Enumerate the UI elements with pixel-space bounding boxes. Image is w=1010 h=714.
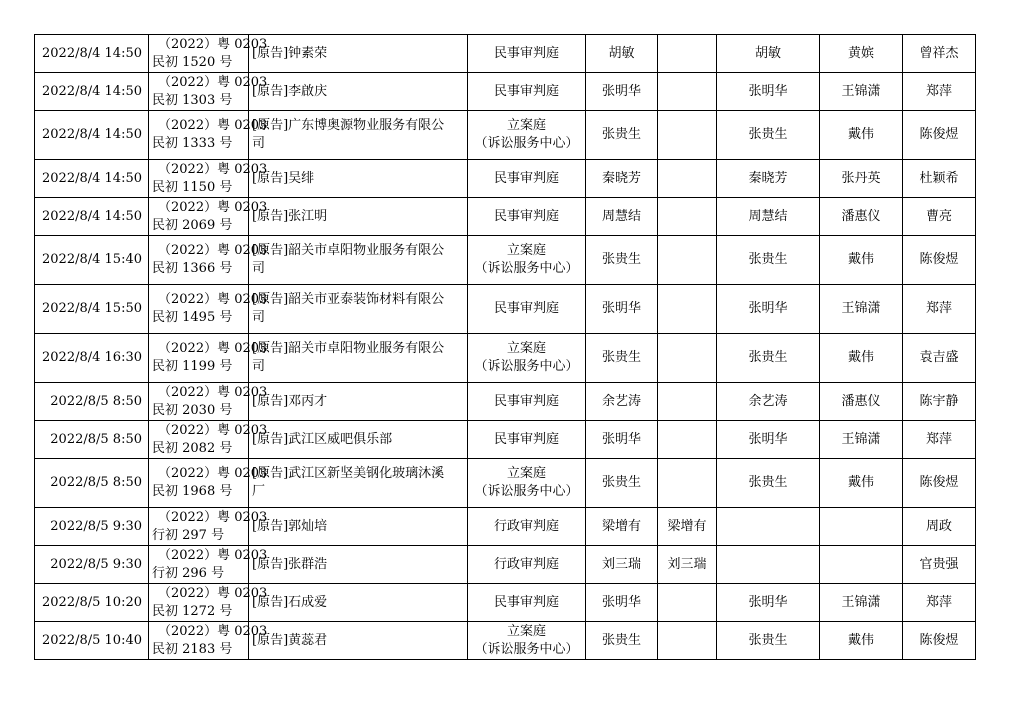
tribunal-line: （诉讼服务中心） <box>474 484 579 499</box>
case-number-line1: （2022）粤 0203 <box>158 547 268 563</box>
party-line: [原告]广东博奥源物业服务有限公 <box>252 118 445 133</box>
clerk: 曾祥杰 <box>903 35 976 73</box>
hearing-time: 2022/8/5 10:40 <box>35 622 149 660</box>
presiding-judge: 张明华 <box>586 421 658 459</box>
juror: 王锦潇 <box>820 73 903 111</box>
tribunal-line: （诉讼服务中心） <box>474 261 579 276</box>
tribunal <box>468 236 586 285</box>
party-name <box>249 160 468 198</box>
case-number-line1: （2022）粤 0203 <box>158 36 268 52</box>
clerk: 曹亮 <box>903 198 976 236</box>
juror: 戴伟 <box>820 334 903 383</box>
table-row <box>35 421 976 459</box>
clerk: 袁吉盛 <box>903 334 976 383</box>
table-row <box>35 73 976 111</box>
case-number <box>149 236 268 285</box>
juror: 张丹英 <box>820 160 903 198</box>
tribunal-line: 立案庭 <box>506 341 546 356</box>
tribunal-line: 民事审判庭 <box>493 431 559 447</box>
case-number-line1: （2022）粤 0203 <box>158 118 268 133</box>
presiding-judge: 梁增有 <box>586 508 658 546</box>
presiding-judge: 刘三瑞 <box>586 546 658 584</box>
presiding-judge: 张明华 <box>586 285 658 334</box>
hearing-schedule-table <box>34 34 976 660</box>
party-line: [原告]武江区新坚美钢化玻璃沐溪 <box>252 466 445 481</box>
hearing-time: 2022/8/4 15:40 <box>35 236 149 285</box>
case-number <box>149 584 268 622</box>
judge-col2: 刘三瑞 <box>658 546 717 584</box>
case-number <box>149 508 268 546</box>
presiding-judge: 张明华 <box>586 73 658 111</box>
tribunal <box>468 584 586 622</box>
judge-col3: 张贵生 <box>717 236 820 285</box>
case-number-line1: （2022）粤 0203 <box>158 74 268 90</box>
presiding-judge: 张贵生 <box>586 236 658 285</box>
juror: 潘惠仪 <box>820 198 903 236</box>
judge-col3: 张明华 <box>717 73 820 111</box>
tribunal-line: 民事审判庭 <box>493 393 559 409</box>
table-row <box>35 622 976 660</box>
hearing-time: 2022/8/5 8:50 <box>35 383 149 421</box>
clerk: 杜颖希 <box>903 160 976 198</box>
hearing-time: 2022/8/5 9:30 <box>35 546 149 584</box>
judge-col3 <box>717 546 820 584</box>
judge-col3: 张明华 <box>717 584 820 622</box>
judge-col3: 张贵生 <box>717 459 820 508</box>
clerk: 官贵强 <box>903 546 976 584</box>
hearing-time: 2022/8/4 15:50 <box>35 285 149 334</box>
table-row <box>35 546 976 584</box>
case-number <box>149 285 268 334</box>
juror: 王锦潇 <box>820 421 903 459</box>
party-line: 厂 <box>252 484 266 499</box>
juror: 王锦潇 <box>820 584 903 622</box>
party-line: 司 <box>252 261 266 276</box>
tribunal-line: 民事审判庭 <box>493 301 559 316</box>
hearing-time: 2022/8/4 14:50 <box>35 111 149 160</box>
tribunal-line: 行政审判庭 <box>493 518 559 534</box>
case-number-line1: （2022）粤 0203 <box>158 199 268 215</box>
case-number-line2: 行初 297 号 <box>152 527 225 543</box>
tribunal <box>468 73 586 111</box>
party-name <box>249 334 468 383</box>
party-name <box>249 584 468 622</box>
case-number-line1: （2022）粤 0203 <box>158 341 268 356</box>
clerk: 郑萍 <box>903 73 976 111</box>
judge-col3: 秦晓芳 <box>717 160 820 198</box>
tribunal-line: 民事审判庭 <box>493 45 559 61</box>
case-number-line1: （2022）粤 0203 <box>158 422 268 438</box>
case-number-line2: 民初 1199 号 <box>152 359 233 374</box>
judge-col3 <box>717 508 820 546</box>
tribunal-line: 立案庭 <box>506 466 546 481</box>
judge-col2: 梁增有 <box>658 508 717 546</box>
table-row <box>35 160 976 198</box>
presiding-judge: 张贵生 <box>586 622 658 660</box>
table-row <box>35 198 976 236</box>
tribunal <box>468 459 586 508</box>
tribunal <box>468 160 586 198</box>
case-number-line1: （2022）粤 0203 <box>158 509 268 525</box>
party-name <box>249 236 468 285</box>
judge-col2 <box>658 584 717 622</box>
case-number <box>149 35 268 73</box>
hearing-time: 2022/8/5 10:20 <box>35 584 149 622</box>
table-row <box>35 459 976 508</box>
party-name <box>249 198 468 236</box>
case-number-line2: 民初 1272 号 <box>152 603 233 619</box>
case-number-line1: （2022）粤 0203 <box>158 623 268 639</box>
tribunal-line: 立案庭 <box>506 243 546 258</box>
clerk: 陈俊煜 <box>903 459 976 508</box>
tribunal-line: 民事审判庭 <box>493 594 559 610</box>
case-number-line2: 民初 1968 号 <box>152 484 233 499</box>
case-number-line2: 民初 2069 号 <box>152 217 233 233</box>
judge-col3: 张贵生 <box>717 334 820 383</box>
clerk: 陈俊煜 <box>903 622 976 660</box>
tribunal <box>468 111 586 160</box>
tribunal <box>468 421 586 459</box>
judge-col2 <box>658 160 717 198</box>
tribunal <box>468 334 586 383</box>
hearing-time: 2022/8/5 9:30 <box>35 508 149 546</box>
case-number-line2: 民初 2183 号 <box>152 641 233 657</box>
party-name <box>249 546 468 584</box>
judge-col3: 周慧结 <box>717 198 820 236</box>
presiding-judge: 张贵生 <box>586 459 658 508</box>
case-number-line2: 民初 1366 号 <box>152 261 233 276</box>
party-name <box>249 35 468 73</box>
party-line: [原告]吴绯 <box>252 170 315 186</box>
party-name <box>249 73 468 111</box>
party-name <box>249 285 468 334</box>
case-number <box>149 160 268 198</box>
party-line: [原告]李啟庆 <box>252 83 328 99</box>
tribunal-line: （诉讼服务中心） <box>474 641 579 657</box>
clerk: 郑萍 <box>903 285 976 334</box>
hearing-time: 2022/8/4 14:50 <box>35 160 149 198</box>
clerk: 郑萍 <box>903 584 976 622</box>
judge-col2 <box>658 111 717 160</box>
case-number <box>149 383 268 421</box>
presiding-judge: 胡敏 <box>586 35 658 73</box>
case-number <box>149 334 268 383</box>
tribunal-line: 立案庭 <box>506 118 546 133</box>
judge-col2 <box>658 35 717 73</box>
case-number <box>149 622 268 660</box>
hearing-time: 2022/8/4 14:50 <box>35 198 149 236</box>
tribunal <box>468 622 586 660</box>
presiding-judge: 张贵生 <box>586 111 658 160</box>
party-line: 司 <box>252 310 266 325</box>
party-line: [原告]黄蕊君 <box>252 632 328 648</box>
party-line: [原告]钟素荣 <box>252 45 328 61</box>
juror: 戴伟 <box>820 459 903 508</box>
table-row <box>35 236 976 285</box>
presiding-judge: 秦晓芳 <box>586 160 658 198</box>
judge-col2 <box>658 421 717 459</box>
party-name <box>249 383 468 421</box>
judge-col3: 张明华 <box>717 421 820 459</box>
case-number-line1: （2022）粤 0203 <box>158 466 268 481</box>
table-row <box>35 334 976 383</box>
judge-col2 <box>658 236 717 285</box>
judge-col3: 余艺涛 <box>717 383 820 421</box>
tribunal-line: 行政审判庭 <box>493 556 559 572</box>
clerk: 郑萍 <box>903 421 976 459</box>
party-line: 司 <box>252 359 266 374</box>
party-line: [原告]武江区威吧俱乐部 <box>252 431 393 447</box>
juror: 戴伟 <box>820 111 903 160</box>
judge-col3: 张贵生 <box>717 622 820 660</box>
party-line: 司 <box>252 136 266 151</box>
tribunal-line: （诉讼服务中心） <box>474 136 579 151</box>
case-number <box>149 459 268 508</box>
tribunal-line: 民事审判庭 <box>493 170 559 186</box>
hearing-time: 2022/8/4 16:30 <box>35 334 149 383</box>
table-row <box>35 111 976 160</box>
juror <box>820 546 903 584</box>
table-row <box>35 584 976 622</box>
judge-col2 <box>658 285 717 334</box>
hearing-time: 2022/8/4 14:50 <box>35 35 149 73</box>
case-number <box>149 546 268 584</box>
case-number-line1: （2022）粤 0203 <box>158 384 268 400</box>
presiding-judge: 余艺涛 <box>586 383 658 421</box>
hearing-time: 2022/8/5 8:50 <box>35 421 149 459</box>
case-number-line2: 民初 1495 号 <box>152 310 233 325</box>
clerk: 周政 <box>903 508 976 546</box>
juror: 潘惠仪 <box>820 383 903 421</box>
tribunal <box>468 35 586 73</box>
table-row <box>35 383 976 421</box>
clerk: 陈俊煜 <box>903 236 976 285</box>
hearing-time: 2022/8/4 14:50 <box>35 73 149 111</box>
case-number <box>149 73 268 111</box>
case-number-line1: （2022）粤 0203 <box>158 585 268 601</box>
tribunal <box>468 383 586 421</box>
party-line: [原告]郭灿培 <box>252 518 328 534</box>
tribunal-line: （诉讼服务中心） <box>474 359 579 374</box>
table-row <box>35 35 976 73</box>
party-name <box>249 508 468 546</box>
case-number-line1: （2022）粤 0203 <box>158 161 268 177</box>
case-number-line1: （2022）粤 0203 <box>158 243 268 258</box>
presiding-judge: 周慧结 <box>586 198 658 236</box>
party-line: [原告]韶关市亚泰装饰材料有限公 <box>252 292 445 307</box>
table-row <box>35 508 976 546</box>
party-line: [原告]石成爱 <box>252 594 328 610</box>
judge-col3: 张贵生 <box>717 111 820 160</box>
tribunal-line: 民事审判庭 <box>493 208 559 224</box>
case-number-line2: 民初 1333 号 <box>152 136 233 151</box>
party-line: [原告]韶关市卓阳物业服务有限公 <box>252 243 445 258</box>
hearing-time: 2022/8/5 8:50 <box>35 459 149 508</box>
case-number <box>149 421 268 459</box>
case-number-line2: 民初 1520 号 <box>152 54 233 70</box>
case-number-line2: 民初 2082 号 <box>152 440 233 456</box>
case-number-line2: 民初 1303 号 <box>152 92 233 108</box>
case-number-line2: 民初 1150 号 <box>152 179 233 195</box>
case-number-line1: （2022）粤 0203 <box>158 292 268 307</box>
judge-col2 <box>658 198 717 236</box>
judge-col2 <box>658 622 717 660</box>
tribunal-line: 民事审判庭 <box>493 83 559 99</box>
party-name <box>249 622 468 660</box>
party-name <box>249 459 468 508</box>
presiding-judge: 张明华 <box>586 584 658 622</box>
case-number <box>149 198 268 236</box>
case-number-line2: 行初 296 号 <box>152 565 225 581</box>
party-line: [原告]张江明 <box>252 208 328 224</box>
juror: 戴伟 <box>820 236 903 285</box>
tribunal <box>468 285 586 334</box>
clerk: 陈俊煜 <box>903 111 976 160</box>
judge-col2 <box>658 383 717 421</box>
table-row <box>35 285 976 334</box>
judge-col2 <box>658 73 717 111</box>
tribunal <box>468 508 586 546</box>
party-line: [原告]韶关市卓阳物业服务有限公 <box>252 341 445 356</box>
juror: 王锦潇 <box>820 285 903 334</box>
judge-col3: 张明华 <box>717 285 820 334</box>
judge-col2 <box>658 459 717 508</box>
clerk: 陈宇静 <box>903 383 976 421</box>
party-name <box>249 111 468 160</box>
juror: 戴伟 <box>820 622 903 660</box>
judge-col3: 胡敏 <box>717 35 820 73</box>
party-line: [原告]邓丙才 <box>252 393 328 409</box>
tribunal <box>468 546 586 584</box>
judge-col2 <box>658 334 717 383</box>
juror: 黄嫔 <box>820 35 903 73</box>
party-line: [原告]张群浩 <box>252 556 328 572</box>
case-number-line2: 民初 2030 号 <box>152 402 233 418</box>
tribunal <box>468 198 586 236</box>
tribunal-line: 立案庭 <box>506 623 546 639</box>
juror <box>820 508 903 546</box>
party-name <box>249 421 468 459</box>
case-number <box>149 111 268 160</box>
presiding-judge: 张贵生 <box>586 334 658 383</box>
